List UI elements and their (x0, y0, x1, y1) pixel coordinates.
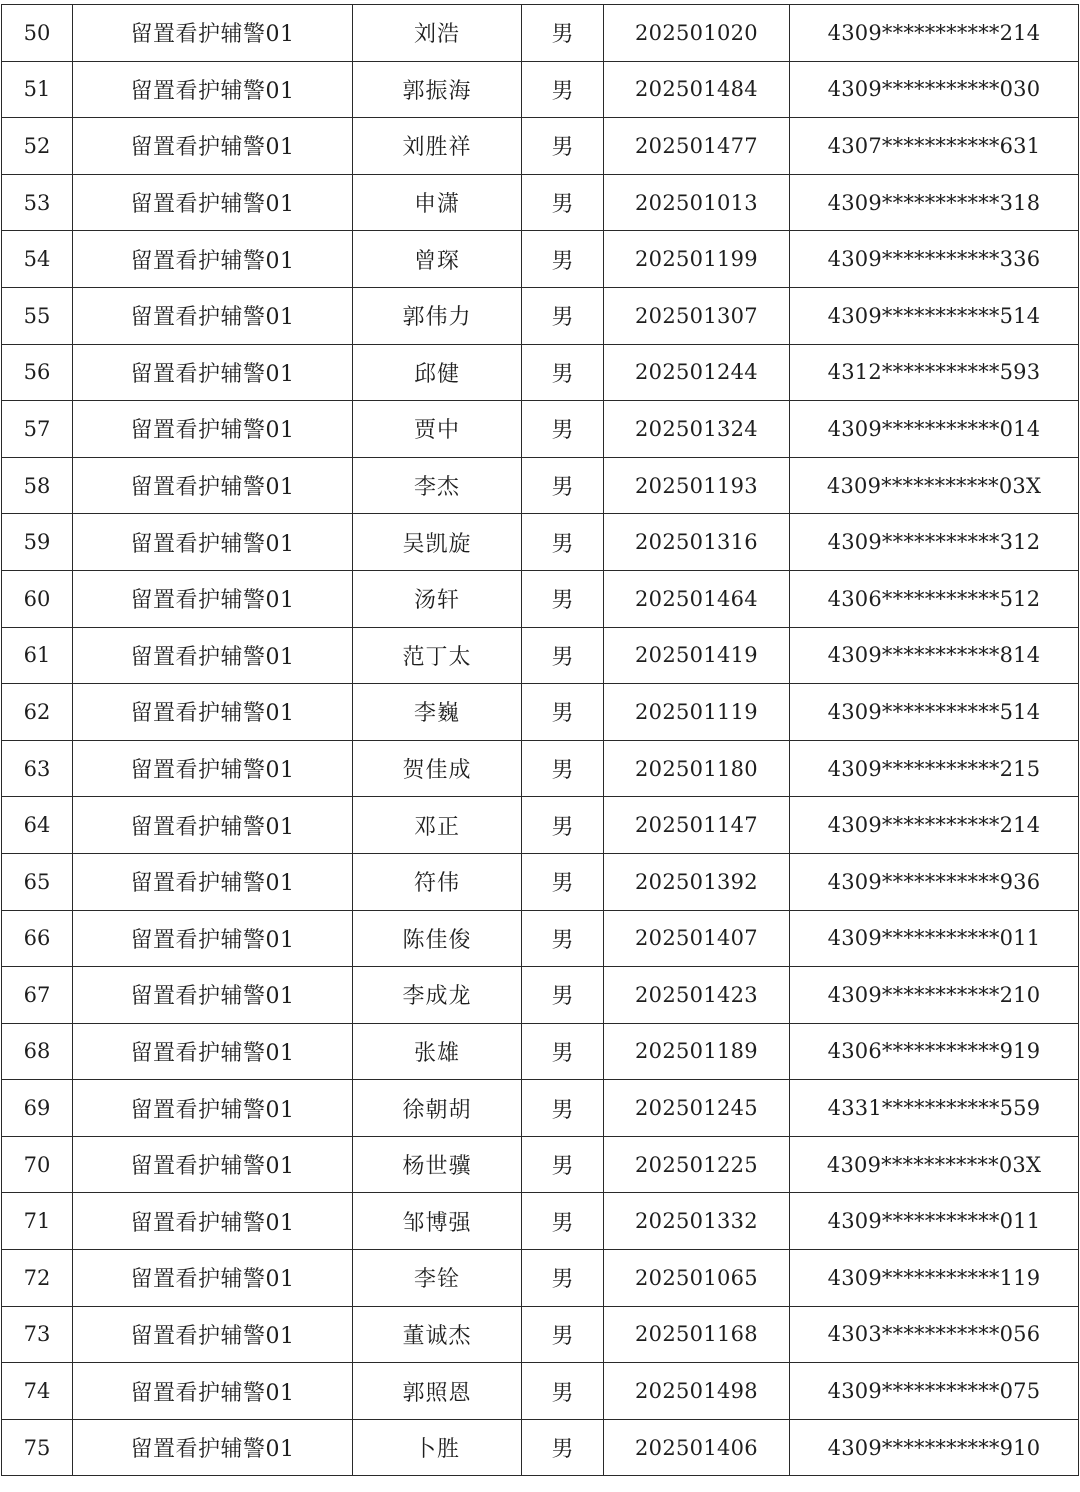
position-cell: 留置看护辅警01 (73, 684, 353, 741)
table-row (2, 457, 1079, 514)
candidate-roster-table (1, 4, 1079, 1476)
position-cell: 留置看护辅警01 (73, 1193, 353, 1250)
name-cell: 徐朝胡 (353, 1080, 522, 1137)
exam-number-cell: 202501245 (604, 1080, 790, 1137)
gender-cell: 男 (522, 61, 604, 118)
id-number-cell: 4309***********318 (790, 174, 1079, 231)
name-cell: 郭照恩 (353, 1363, 522, 1420)
exam-number-cell: 202501193 (604, 457, 790, 514)
table-row (2, 287, 1079, 344)
roster-body (2, 5, 1079, 1476)
row-number: 70 (2, 1136, 73, 1193)
table-row (2, 401, 1079, 458)
name-cell: 李成龙 (353, 967, 522, 1024)
id-number-cell: 4303***********056 (790, 1306, 1079, 1363)
row-number: 58 (2, 457, 73, 514)
gender-cell: 男 (522, 5, 604, 62)
name-cell: 董诚杰 (353, 1306, 522, 1363)
exam-number-cell: 202501316 (604, 514, 790, 571)
row-number: 51 (2, 61, 73, 118)
row-number: 56 (2, 344, 73, 401)
exam-number-cell: 202501419 (604, 627, 790, 684)
row-number: 50 (2, 5, 73, 62)
name-cell: 刘浩 (353, 5, 522, 62)
row-number: 68 (2, 1023, 73, 1080)
id-number-cell: 4306***********512 (790, 570, 1079, 627)
position-cell: 留置看护辅警01 (73, 570, 353, 627)
table-row (2, 570, 1079, 627)
table-row (2, 118, 1079, 175)
exam-number-cell: 202501423 (604, 967, 790, 1024)
table-row (2, 627, 1079, 684)
id-number-cell: 4309***********03X (790, 457, 1079, 514)
gender-cell: 男 (522, 287, 604, 344)
gender-cell: 男 (522, 457, 604, 514)
position-cell: 留置看护辅警01 (73, 1306, 353, 1363)
position-cell: 留置看护辅警01 (73, 5, 353, 62)
table-row (2, 740, 1079, 797)
table-row (2, 1136, 1079, 1193)
id-number-cell: 4309***********336 (790, 231, 1079, 288)
gender-cell: 男 (522, 1306, 604, 1363)
exam-number-cell: 202501324 (604, 401, 790, 458)
gender-cell: 男 (522, 910, 604, 967)
table-row (2, 853, 1079, 910)
table-row (2, 967, 1079, 1024)
row-number: 65 (2, 853, 73, 910)
table-row (2, 1306, 1079, 1363)
name-cell: 李巍 (353, 684, 522, 741)
table-row (2, 5, 1079, 62)
gender-cell: 男 (522, 118, 604, 175)
exam-number-cell: 202501406 (604, 1419, 790, 1476)
position-cell: 留置看护辅警01 (73, 627, 353, 684)
name-cell: 李杰 (353, 457, 522, 514)
table-row (2, 1250, 1079, 1307)
id-number-cell: 4306***********919 (790, 1023, 1079, 1080)
gender-cell: 男 (522, 740, 604, 797)
row-number: 72 (2, 1250, 73, 1307)
exam-number-cell: 202501013 (604, 174, 790, 231)
gender-cell: 男 (522, 1250, 604, 1307)
table-row (2, 910, 1079, 967)
exam-number-cell: 202501168 (604, 1306, 790, 1363)
table-row (2, 344, 1079, 401)
gender-cell: 男 (522, 570, 604, 627)
name-cell: 张雄 (353, 1023, 522, 1080)
name-cell: 郭振海 (353, 61, 522, 118)
position-cell: 留置看护辅警01 (73, 1250, 353, 1307)
name-cell: 申潇 (353, 174, 522, 231)
name-cell: 李铨 (353, 1250, 522, 1307)
name-cell: 范丁太 (353, 627, 522, 684)
exam-number-cell: 202501392 (604, 853, 790, 910)
position-cell: 留置看护辅警01 (73, 1080, 353, 1137)
position-cell: 留置看护辅警01 (73, 401, 353, 458)
row-number: 63 (2, 740, 73, 797)
gender-cell: 男 (522, 231, 604, 288)
exam-number-cell: 202501180 (604, 740, 790, 797)
name-cell: 陈佳俊 (353, 910, 522, 967)
row-number: 64 (2, 797, 73, 854)
row-number: 52 (2, 118, 73, 175)
id-number-cell: 4309***********214 (790, 5, 1079, 62)
exam-number-cell: 202501225 (604, 1136, 790, 1193)
name-cell: 邹博强 (353, 1193, 522, 1250)
exam-number-cell: 202501477 (604, 118, 790, 175)
table-row (2, 1419, 1079, 1476)
id-number-cell: 4307***********631 (790, 118, 1079, 175)
name-cell: 贺佳成 (353, 740, 522, 797)
position-cell: 留置看护辅警01 (73, 61, 353, 118)
row-number: 73 (2, 1306, 73, 1363)
name-cell: 曾琛 (353, 231, 522, 288)
gender-cell: 男 (522, 1023, 604, 1080)
name-cell: 邱健 (353, 344, 522, 401)
row-number: 69 (2, 1080, 73, 1137)
row-number: 57 (2, 401, 73, 458)
id-number-cell: 4309***********075 (790, 1363, 1079, 1420)
id-number-cell: 4309***********514 (790, 684, 1079, 741)
position-cell: 留置看护辅警01 (73, 1023, 353, 1080)
row-number: 61 (2, 627, 73, 684)
id-number-cell: 4309***********312 (790, 514, 1079, 571)
row-number: 66 (2, 910, 73, 967)
position-cell: 留置看护辅警01 (73, 174, 353, 231)
position-cell: 留置看护辅警01 (73, 740, 353, 797)
row-number: 59 (2, 514, 73, 571)
id-number-cell: 4309***********011 (790, 910, 1079, 967)
exam-number-cell: 202501332 (604, 1193, 790, 1250)
name-cell: 吴凯旋 (353, 514, 522, 571)
name-cell: 汤轩 (353, 570, 522, 627)
row-number: 74 (2, 1363, 73, 1420)
row-number: 53 (2, 174, 73, 231)
position-cell: 留置看护辅警01 (73, 231, 353, 288)
table-row (2, 1023, 1079, 1080)
table-row (2, 514, 1079, 571)
exam-number-cell: 202501407 (604, 910, 790, 967)
id-number-cell: 4309***********936 (790, 853, 1079, 910)
exam-number-cell: 202501307 (604, 287, 790, 344)
row-number: 67 (2, 967, 73, 1024)
id-number-cell: 4309***********910 (790, 1419, 1079, 1476)
position-cell: 留置看护辅警01 (73, 797, 353, 854)
gender-cell: 男 (522, 1136, 604, 1193)
table-row (2, 684, 1079, 741)
gender-cell: 男 (522, 627, 604, 684)
id-number-cell: 4331***********559 (790, 1080, 1079, 1137)
table-row (2, 61, 1079, 118)
name-cell: 杨世骥 (353, 1136, 522, 1193)
gender-cell: 男 (522, 797, 604, 854)
name-cell: 邓正 (353, 797, 522, 854)
id-number-cell: 4309***********214 (790, 797, 1079, 854)
exam-number-cell: 202501147 (604, 797, 790, 854)
exam-number-cell: 202501464 (604, 570, 790, 627)
table-row (2, 231, 1079, 288)
position-cell: 留置看护辅警01 (73, 457, 353, 514)
exam-number-cell: 202501244 (604, 344, 790, 401)
table-row (2, 797, 1079, 854)
position-cell: 留置看护辅警01 (73, 118, 353, 175)
position-cell: 留置看护辅警01 (73, 853, 353, 910)
gender-cell: 男 (522, 684, 604, 741)
position-cell: 留置看护辅警01 (73, 1136, 353, 1193)
name-cell: 贾中 (353, 401, 522, 458)
id-number-cell: 4309***********119 (790, 1250, 1079, 1307)
gender-cell: 男 (522, 401, 604, 458)
row-number: 75 (2, 1419, 73, 1476)
gender-cell: 男 (522, 853, 604, 910)
position-cell: 留置看护辅警01 (73, 344, 353, 401)
exam-number-cell: 202501065 (604, 1250, 790, 1307)
table-row (2, 174, 1079, 231)
id-number-cell: 4309***********210 (790, 967, 1079, 1024)
gender-cell: 男 (522, 174, 604, 231)
gender-cell: 男 (522, 344, 604, 401)
row-number: 54 (2, 231, 73, 288)
exam-number-cell: 202501199 (604, 231, 790, 288)
exam-number-cell: 202501189 (604, 1023, 790, 1080)
position-cell: 留置看护辅警01 (73, 514, 353, 571)
name-cell: 郭伟力 (353, 287, 522, 344)
id-number-cell: 4309***********215 (790, 740, 1079, 797)
position-cell: 留置看护辅警01 (73, 967, 353, 1024)
exam-number-cell: 202501020 (604, 5, 790, 62)
gender-cell: 男 (522, 514, 604, 571)
exam-number-cell: 202501119 (604, 684, 790, 741)
name-cell: 卜胜 (353, 1419, 522, 1476)
gender-cell: 男 (522, 1193, 604, 1250)
table-row (2, 1193, 1079, 1250)
exam-number-cell: 202501484 (604, 61, 790, 118)
name-cell: 符伟 (353, 853, 522, 910)
id-number-cell: 4309***********814 (790, 627, 1079, 684)
row-number: 60 (2, 570, 73, 627)
row-number: 71 (2, 1193, 73, 1250)
position-cell: 留置看护辅警01 (73, 910, 353, 967)
row-number: 62 (2, 684, 73, 741)
name-cell: 刘胜祥 (353, 118, 522, 175)
exam-number-cell: 202501498 (604, 1363, 790, 1420)
table-row (2, 1080, 1079, 1137)
id-number-cell: 4309***********011 (790, 1193, 1079, 1250)
position-cell: 留置看护辅警01 (73, 1363, 353, 1420)
id-number-cell: 4309***********03X (790, 1136, 1079, 1193)
gender-cell: 男 (522, 1419, 604, 1476)
table-row (2, 1363, 1079, 1420)
position-cell: 留置看护辅警01 (73, 287, 353, 344)
id-number-cell: 4312***********593 (790, 344, 1079, 401)
position-cell: 留置看护辅警01 (73, 1419, 353, 1476)
id-number-cell: 4309***********014 (790, 401, 1079, 458)
gender-cell: 男 (522, 1080, 604, 1137)
id-number-cell: 4309***********030 (790, 61, 1079, 118)
id-number-cell: 4309***********514 (790, 287, 1079, 344)
gender-cell: 男 (522, 967, 604, 1024)
row-number: 55 (2, 287, 73, 344)
gender-cell: 男 (522, 1363, 604, 1420)
